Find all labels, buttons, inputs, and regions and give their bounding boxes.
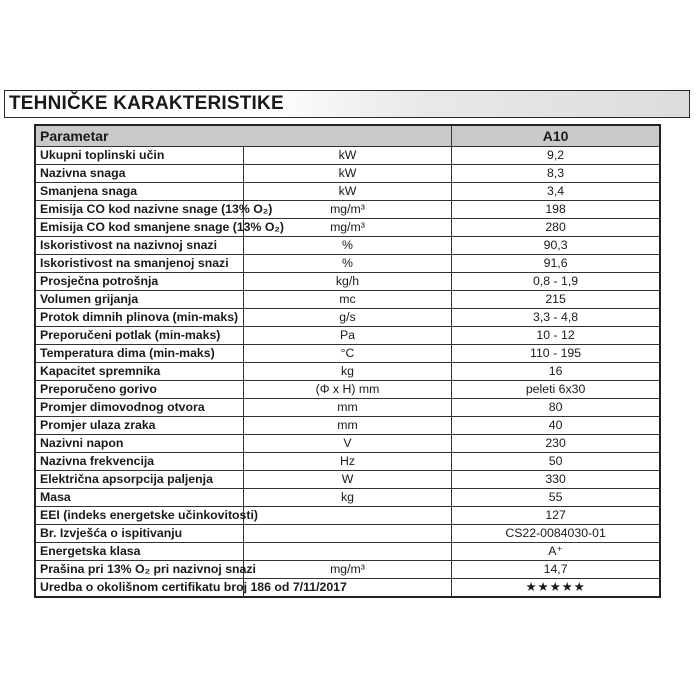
parameter-name: Prosječna potrošnja — [35, 273, 243, 291]
parameter-name: Energetska klasa — [35, 543, 243, 561]
parameter-unit: kg — [243, 489, 451, 507]
parameter-value: peleti 6x30 — [452, 381, 660, 399]
table-row — [35, 381, 660, 399]
parameter-unit: W — [243, 471, 451, 489]
parameter-value: 8,3 — [452, 165, 660, 183]
parameter-name: Električna apsorpcija paljenja — [35, 471, 243, 489]
parameter-value: 230 — [452, 435, 660, 453]
parameter-name: Nazivna snaga — [35, 165, 243, 183]
parameter-unit — [243, 543, 451, 561]
table-row — [35, 453, 660, 471]
table-row — [35, 579, 660, 598]
parameter-value: 9,2 — [452, 147, 660, 165]
parameter-value: 50 — [452, 453, 660, 471]
table-row — [35, 291, 660, 309]
parameter-name: Temperatura dima (min-maks) — [35, 345, 243, 363]
parameter-value: 55 — [452, 489, 660, 507]
parameter-value: CS22-0084030-01 — [452, 525, 660, 543]
document-title: TEHNIČKE KARAKTERISTIKE — [9, 93, 284, 114]
table-row — [35, 255, 660, 273]
table-row — [35, 147, 660, 165]
table-row — [35, 417, 660, 435]
parameter-name: Smanjena snaga — [35, 183, 243, 201]
parameter-name: Protok dimnih plinova (min-maks) — [35, 309, 243, 327]
table-row — [35, 363, 660, 381]
parameter-unit: g/s — [243, 309, 451, 327]
parameter-name: Emisija CO kod nazivne snage (13% O₂) — [35, 201, 243, 219]
title-bar — [4, 90, 690, 118]
table-row — [35, 399, 660, 417]
parameter-value: 3,3 - 4,8 — [452, 309, 660, 327]
parameter-unit — [243, 507, 451, 525]
parameter-name: Kapacitet spremnika — [35, 363, 243, 381]
parameter-name: Br. Izvješća o ispitivanju — [35, 525, 243, 543]
parameter-value: 14,7 — [452, 561, 660, 579]
parameter-unit: kg — [243, 363, 451, 381]
table-row — [35, 273, 660, 291]
parameter-value: 90,3 — [452, 237, 660, 255]
parameter-unit: mg/m³ — [243, 201, 451, 219]
parameter-name: Preporučeno gorivo — [35, 381, 243, 399]
parameter-value: 10 - 12 — [452, 327, 660, 345]
parameter-unit: Pa — [243, 327, 451, 345]
spec-table-body — [35, 147, 660, 598]
parameter-name: EEI (indeks energetske učinkovitosti) — [35, 507, 243, 525]
parameter-unit: mm — [243, 417, 451, 435]
table-row — [35, 471, 660, 489]
parameter-unit: kg/h — [243, 273, 451, 291]
parameter-name: Promjer ulaza zraka — [35, 417, 243, 435]
parameter-value: 198 — [452, 201, 660, 219]
parameter-unit: mg/m³ — [243, 219, 451, 237]
parameter-name: Uredba o okolišnom certifikatu broj 186 od 7/11/2017 — [35, 579, 243, 598]
parameter-unit: % — [243, 237, 451, 255]
header-parameter: Parametar — [35, 125, 452, 147]
table-row — [35, 507, 660, 525]
parameter-name: Iskoristivost na smanjenoj snazi — [35, 255, 243, 273]
table-row — [35, 543, 660, 561]
table-row — [35, 165, 660, 183]
parameter-name: Ukupni toplinski učin — [35, 147, 243, 165]
table-row — [35, 327, 660, 345]
table-row — [35, 561, 660, 579]
table-row — [35, 525, 660, 543]
parameter-value: A⁺ — [452, 543, 660, 561]
parameter-unit: mc — [243, 291, 451, 309]
parameter-name: Promjer dimovodnog otvora — [35, 399, 243, 417]
parameter-unit — [243, 525, 451, 543]
parameter-value: ★★★★★ — [452, 579, 660, 598]
parameter-unit: % — [243, 255, 451, 273]
table-row — [35, 309, 660, 327]
parameter-unit: kW — [243, 183, 451, 201]
parameter-value: 40 — [452, 417, 660, 435]
table-row — [35, 183, 660, 201]
table-header-row — [35, 125, 660, 147]
table-row — [35, 435, 660, 453]
table-row — [35, 201, 660, 219]
parameter-value: 3,4 — [452, 183, 660, 201]
parameter-unit: Hz — [243, 453, 451, 471]
parameter-unit: °C — [243, 345, 451, 363]
parameter-name: Emisija CO kod smanjene snage (13% O₂) — [35, 219, 243, 237]
spec-table — [34, 124, 661, 598]
parameter-unit: mg/m³ — [243, 561, 451, 579]
parameter-value: 127 — [452, 507, 660, 525]
table-row — [35, 489, 660, 507]
parameter-unit: kW — [243, 147, 451, 165]
parameter-value: 215 — [452, 291, 660, 309]
parameter-unit: kW — [243, 165, 451, 183]
table-row — [35, 345, 660, 363]
table-row — [35, 219, 660, 237]
parameter-name: Preporučeni potlak (min-maks) — [35, 327, 243, 345]
parameter-value: 330 — [452, 471, 660, 489]
parameter-value: 110 - 195 — [452, 345, 660, 363]
parameter-name: Masa — [35, 489, 243, 507]
parameter-name: Nazivni napon — [35, 435, 243, 453]
parameter-unit: V — [243, 435, 451, 453]
table-row — [35, 237, 660, 255]
parameter-value: 91,6 — [452, 255, 660, 273]
parameter-unit: mm — [243, 399, 451, 417]
parameter-value: 280 — [452, 219, 660, 237]
parameter-value: 80 — [452, 399, 660, 417]
parameter-name: Volumen grijanja — [35, 291, 243, 309]
parameter-value: 16 — [452, 363, 660, 381]
parameter-unit: (Φ x H) mm — [243, 381, 451, 399]
parameter-name: Iskoristivost na nazivnoj snazi — [35, 237, 243, 255]
parameter-value: 0,8 - 1,9 — [452, 273, 660, 291]
parameter-name: Prašina pri 13% O₂ pri nazivnoj snazi — [35, 561, 243, 579]
header-model: A10 — [452, 125, 660, 147]
parameter-name: Nazivna frekvencija — [35, 453, 243, 471]
